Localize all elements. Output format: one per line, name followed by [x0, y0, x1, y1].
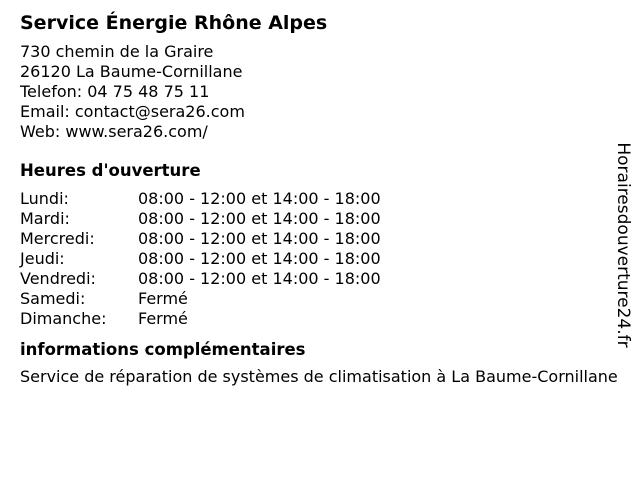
postal-city: 26120 La Baume-Cornillane [20, 62, 243, 81]
website-address: Web: www.sera26.com/ [20, 122, 208, 141]
day-label: Jeudi: [20, 249, 65, 268]
additional-info-heading: informations complémentaires [20, 340, 306, 359]
street-address: 730 chemin de la Graire [20, 42, 214, 61]
phone-number: Telefon: 04 75 48 75 11 [20, 82, 210, 101]
additional-info-text: Service de réparation de systèmes de climatisation à La Baume-Cornillane [20, 367, 618, 386]
hours-row-monday [20, 189, 381, 209]
day-label: Mercredi: [20, 229, 95, 248]
day-label: Lundi: [20, 189, 69, 208]
opening-hours-table [20, 189, 381, 329]
day-hours: 08:00 - 12:00 et 14:00 - 18:00 [138, 209, 381, 228]
hours-row-sunday [20, 309, 381, 329]
day-label: Dimanche: [20, 309, 107, 328]
site-brand-vertical: Horairesdouverture24.fr [613, 142, 633, 348]
day-label: Samedi: [20, 289, 86, 308]
hours-row-friday [20, 269, 381, 289]
hours-row-wednesday [20, 229, 381, 249]
day-hours: 08:00 - 12:00 et 14:00 - 18:00 [138, 189, 381, 208]
business-name: Service Énergie Rhône Alpes [20, 12, 328, 34]
opening-hours-heading: Heures d'ouverture [20, 161, 201, 180]
day-hours: Fermé [138, 309, 188, 328]
hours-row-thursday [20, 249, 381, 269]
day-hours: 08:00 - 12:00 et 14:00 - 18:00 [138, 229, 381, 248]
email-address: Email: contact@sera26.com [20, 102, 245, 121]
hours-row-tuesday [20, 209, 381, 229]
hours-row-saturday [20, 289, 381, 309]
day-hours: 08:00 - 12:00 et 14:00 - 18:00 [138, 249, 381, 268]
day-label: Mardi: [20, 209, 70, 228]
business-card [20, 10, 618, 387]
day-hours: Fermé [138, 289, 188, 308]
address-block [20, 42, 610, 142]
day-label: Vendredi: [20, 269, 96, 288]
day-hours: 08:00 - 12:00 et 14:00 - 18:00 [138, 269, 381, 288]
